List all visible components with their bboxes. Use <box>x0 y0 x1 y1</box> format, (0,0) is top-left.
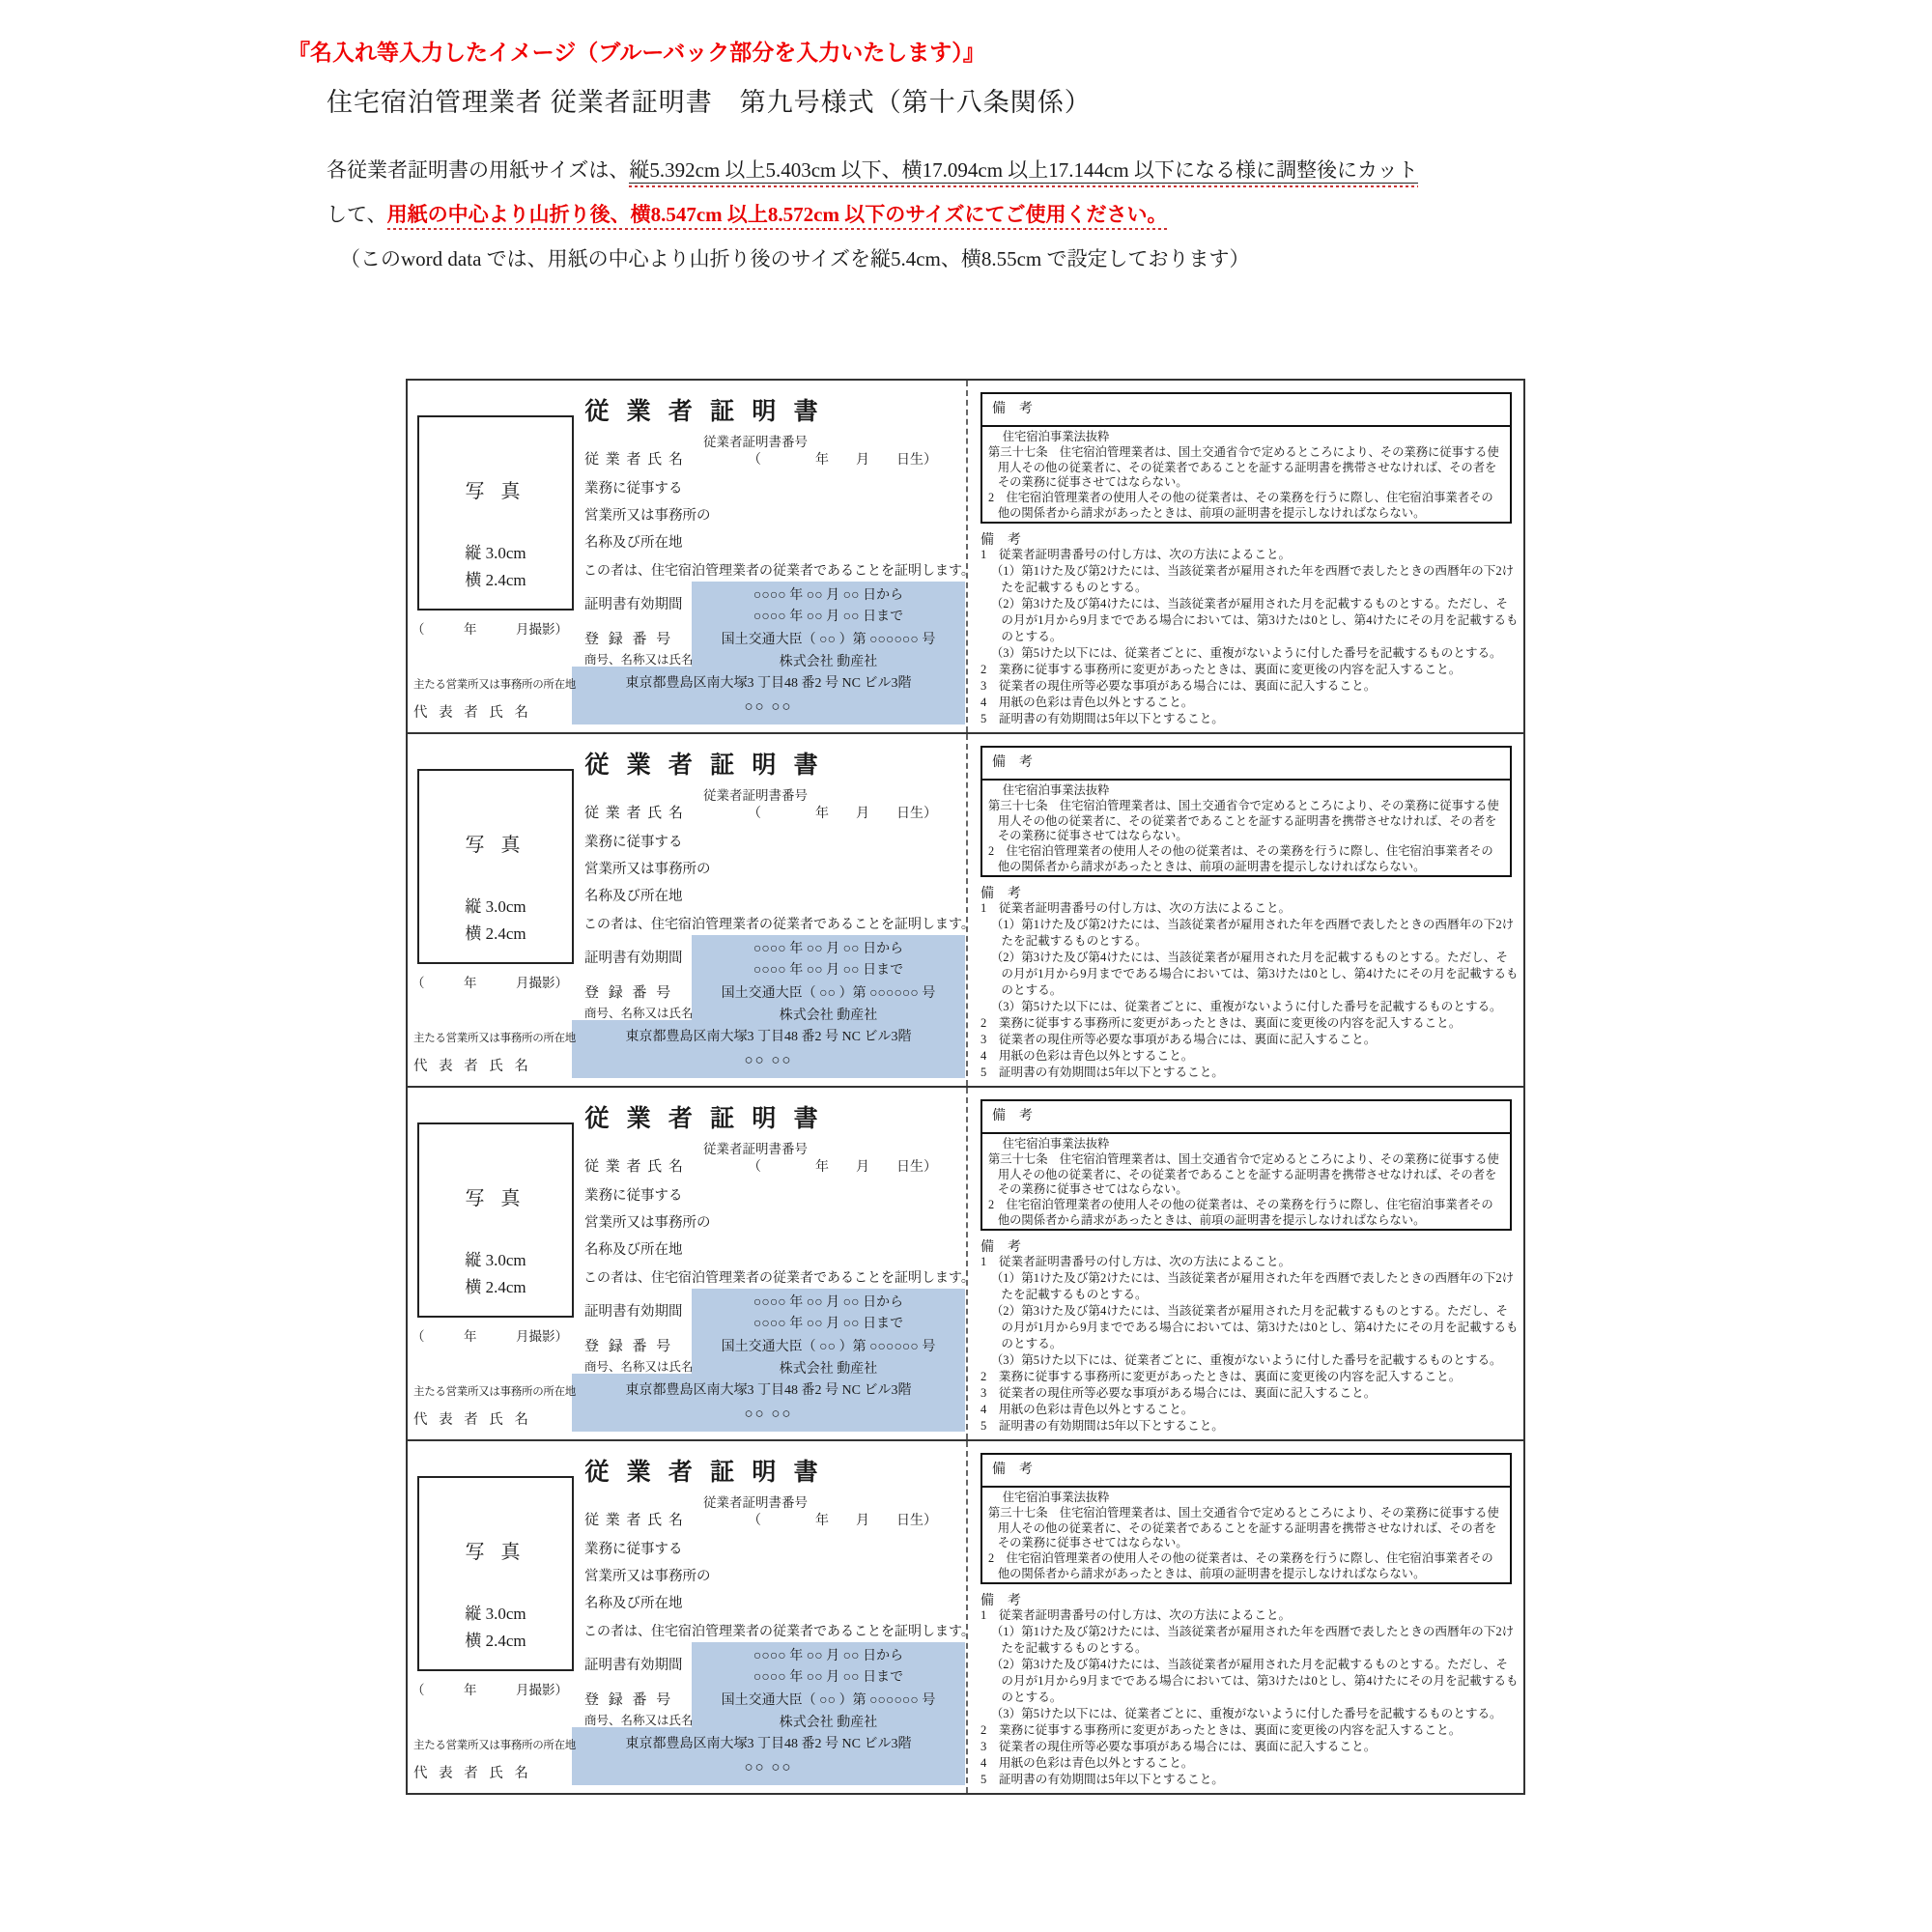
remarks-list-title: 備 考 <box>980 887 1021 901</box>
office-label-line3: 名称及び所在地 <box>584 1242 683 1258</box>
remarks-list-title: 備 考 <box>980 1594 1021 1608</box>
remarks-item: 1 従業者証明書番号の付し方は、次の方法によること。 <box>980 1255 1292 1268</box>
remarks-box-title: 備 考 <box>982 1455 1510 1488</box>
remarks-item: 1 従業者証明書番号の付し方は、次の方法によること。 <box>980 1608 1292 1622</box>
employee-name-label: 従 業 者 氏 名 <box>584 1513 684 1528</box>
size-note-line3: （このword data では、用紙の中心より山折り後のサイズを縦5.4cm、横8.55cm で設定しております） <box>340 247 1250 270</box>
registration-number-label: 登 録 番 号 <box>584 1339 671 1354</box>
remarks-list <box>980 900 1520 1081</box>
remarks-item: 2 業務に従事する事務所に変更があったときは、裏面に変更後の内容を記入すること。 <box>980 1370 1462 1383</box>
photo-placeholder-box <box>417 1476 574 1671</box>
representative-name-label: 代 表 者 氏 名 <box>413 1412 528 1428</box>
card-title: 従 業 者 証 明 書 <box>584 753 824 779</box>
photo-size-vertical: 縦 3.0cm <box>465 1251 526 1269</box>
representative-name-value: ○○ ○○ <box>744 1760 793 1776</box>
size-note-line1-prefix: 各従業者証明書の用紙サイズは、 <box>327 158 630 182</box>
card-title: 従 業 者 証 明 書 <box>584 1460 824 1486</box>
remarks-item: （2）第3けた及び第4けたには、当該従業者が雇用された月を記載するものとする。ただし、その月が1月から9月までである場合においては、第3けたは0とし、第4けたにその月を記載するものとする。 <box>990 597 1519 643</box>
office-label-line3: 名称及び所在地 <box>584 889 683 904</box>
remarks-item: （2）第3けた及び第4けたには、当該従業者が雇用された月を記載するものとする。ただし、その月が1月から9月までである場合においては、第3けたは0とし、第4けたにその月を記載するものとする。 <box>990 1658 1519 1704</box>
remarks-law-box <box>980 392 1512 524</box>
card-back-half <box>966 1088 1523 1439</box>
birth-date-label: （ 年 月 日生） <box>748 453 937 468</box>
remarks-item: 4 用紙の色彩は青色以外とすること。 <box>980 1756 1194 1770</box>
law-excerpt-title: 住宅宿泊事業法抜粋 <box>1002 783 1110 797</box>
remarks-item: 4 用紙の色彩は青色以外とすること。 <box>980 1049 1194 1063</box>
law-article-37-2: 2 住宅宿泊管理業者の使用人その他の従業者は、その業務を行うに際し、住宅宿泊事業者その他の関係者から請求があったときは、前項の証明書を提示しなければならない。 <box>988 491 1493 520</box>
photo-taken-date-label: （ 年 月撮影） <box>412 1683 568 1697</box>
law-article-37-2: 2 住宅宿泊管理業者の使用人その他の従業者は、その業務を行うに際し、住宅宿泊事業者その他の関係者から請求があったときは、前項の証明書を提示しなければならない。 <box>988 1551 1493 1580</box>
validity-to-value: ○○○○ 年 ○○ 月 ○○ 日まで <box>753 963 904 978</box>
main-office-address-value: 東京都豊島区南大塚3 丁目48 番2 号 NC ビル3階 <box>625 676 912 691</box>
representative-name-label: 代 表 者 氏 名 <box>413 1059 528 1074</box>
registration-number-value: 国土交通大臣（ ○○ ）第 ○○○○○○ 号 <box>721 986 936 1001</box>
remarks-list <box>980 1254 1520 1435</box>
remarks-box-title: 備 考 <box>982 394 1510 427</box>
validity-label: 証明書有効期間 <box>584 597 683 612</box>
birth-date-label: （ 年 月 日生） <box>748 807 937 821</box>
cert-number-label: 従業者証明書番号 <box>703 1495 808 1510</box>
certify-statement: この者は、住宅宿泊管理業者の従業者であることを証明します。 <box>583 1271 975 1286</box>
remarks-item: （3）第5けた以下には、従業者ごとに、重複がないように付した番号を記載するものとする。 <box>990 1353 1502 1367</box>
cert-number-label: 従業者証明書番号 <box>703 435 808 449</box>
representative-name-value: ○○ ○○ <box>744 1406 793 1422</box>
office-label-line3: 名称及び所在地 <box>584 1596 683 1611</box>
remarks-item: （2）第3けた及び第4けたには、当該従業者が雇用された月を記載するものとする。ただし、その月が1月から9月までである場合においては、第3けたは0とし、第4けたにその月を記載するものとする。 <box>990 1304 1519 1350</box>
remarks-item: （1）第1けた及び第2けたには、当該従業者が雇用された年を西暦で表したときの西暦年の下2けたを記載するものとする。 <box>990 1271 1515 1301</box>
certificate-card <box>408 1086 1523 1439</box>
remarks-box-body <box>982 781 1510 878</box>
main-office-address-value: 東京都豊島区南大塚3 丁目48 番2 号 NC ビル3階 <box>625 1030 912 1044</box>
validity-to-value: ○○○○ 年 ○○ 月 ○○ 日まで <box>753 610 904 624</box>
office-label-line3: 名称及び所在地 <box>584 535 683 551</box>
certify-statement: この者は、住宅宿泊管理業者の従業者であることを証明します。 <box>583 1625 975 1639</box>
certify-statement: この者は、住宅宿泊管理業者の従業者であることを証明します。 <box>583 918 975 932</box>
company-name-label: 商号、名称又は氏名 <box>584 653 694 667</box>
photo-size-horizontal: 横 2.4cm <box>465 571 526 589</box>
cert-number-label: 従業者証明書番号 <box>703 788 808 803</box>
employee-name-label: 従 業 者 氏 名 <box>584 452 684 468</box>
card-title: 従 業 者 証 明 書 <box>584 1106 824 1132</box>
remarks-list <box>980 1607 1520 1788</box>
photo-placeholder-box <box>417 769 574 964</box>
remarks-item: 5 証明書の有効期間は5年以下とすること。 <box>980 1773 1224 1786</box>
company-name-value: 株式会社 動産社 <box>779 1009 878 1023</box>
office-label-line1: 業務に従事する <box>584 481 683 497</box>
card-front-half <box>408 1441 975 1793</box>
main-office-address-value: 東京都豊島区南大塚3 丁目48 番2 号 NC ビル3階 <box>625 1383 912 1398</box>
law-article-37: 第三十七条 住宅宿泊管理業者は、国土交通省令で定めるところにより、その業務に従事する使用人その他の従業者に、その従業者であることを証する証明書を携帯させなければ、その者をその業務に従事させてはならない。 <box>988 1151 1499 1197</box>
remarks-item: 5 証明書の有効期間は5年以下とすること。 <box>980 1419 1224 1433</box>
card-back-half <box>966 1441 1523 1793</box>
representative-name-label: 代 表 者 氏 名 <box>413 705 528 721</box>
validity-label: 証明書有効期間 <box>584 1658 683 1673</box>
remarks-list-title: 備 考 <box>980 533 1021 548</box>
remarks-box-title: 備 考 <box>982 1101 1510 1134</box>
card-front-half <box>408 1088 975 1439</box>
remarks-item: 3 従業者の現住所等必要な事項がある場合には、裏面に記入すること。 <box>980 1033 1377 1046</box>
remarks-item: 2 業務に従事する事務所に変更があったときは、裏面に変更後の内容を記入すること。 <box>980 1723 1462 1737</box>
certificate-card <box>408 381 1523 732</box>
remarks-law-box <box>980 1099 1512 1231</box>
remarks-box-body <box>982 427 1510 525</box>
validity-to-value: ○○○○ 年 ○○ 月 ○○ 日まで <box>753 1670 904 1685</box>
photo-size-horizontal: 横 2.4cm <box>465 1632 526 1650</box>
law-article-37: 第三十七条 住宅宿泊管理業者は、国土交通省令で定めるところにより、その業務に従事する使用人その他の従業者に、その従業者であることを証する証明書を携帯させなければ、その者をその業務に従事させてはならない。 <box>988 798 1499 843</box>
photo-placeholder-box <box>417 415 574 611</box>
card-back-half <box>966 734 1523 1086</box>
photo-label: 写 真 <box>465 1542 526 1563</box>
validity-from-value: ○○○○ 年 ○○ 月 ○○ 日から <box>753 1649 904 1663</box>
photo-size-horizontal: 横 2.4cm <box>465 1278 526 1296</box>
photo-placeholder-box <box>417 1122 574 1318</box>
validity-from-value: ○○○○ 年 ○○ 月 ○○ 日から <box>753 1295 904 1310</box>
office-label-line2: 営業所又は事務所の <box>584 1569 711 1584</box>
card-back-half <box>966 381 1523 732</box>
office-label-line2: 営業所又は事務所の <box>584 1215 711 1231</box>
photo-size-vertical: 縦 3.0cm <box>465 1605 526 1623</box>
main-office-address-label: 主たる営業所又は事務所の所在地 <box>413 1033 576 1044</box>
registration-number-label: 登 録 番 号 <box>584 1692 671 1708</box>
certify-statement: この者は、住宅宿泊管理業者の従業者であることを証明します。 <box>583 564 975 579</box>
validity-label: 証明書有効期間 <box>584 951 683 966</box>
company-name-value: 株式会社 動産社 <box>779 655 878 669</box>
employee-name-label: 従 業 者 氏 名 <box>584 1159 684 1175</box>
photo-label: 写 真 <box>465 481 526 502</box>
remarks-item: 1 従業者証明書番号の付し方は、次の方法によること。 <box>980 901 1292 915</box>
company-name-label: 商号、名称又は氏名 <box>584 1007 694 1020</box>
representative-name-value: ○○ ○○ <box>744 699 793 715</box>
photo-taken-date-label: （ 年 月撮影） <box>412 1329 568 1344</box>
photo-taken-date-label: （ 年 月撮影） <box>412 976 568 990</box>
remarks-item: 3 従業者の現住所等必要な事項がある場合には、裏面に記入すること。 <box>980 1386 1377 1400</box>
main-office-address-label: 主たる営業所又は事務所の所在地 <box>413 679 576 691</box>
remarks-item: （1）第1けた及び第2けたには、当該従業者が雇用された年を西暦で表したときの西暦年の下2けたを記載するものとする。 <box>990 1625 1515 1655</box>
registration-number-value: 国土交通大臣（ ○○ ）第 ○○○○○○ 号 <box>721 1340 936 1354</box>
office-label-line2: 営業所又は事務所の <box>584 508 711 524</box>
photo-label: 写 真 <box>465 835 526 856</box>
employee-name-label: 従 業 者 氏 名 <box>584 806 684 821</box>
main-office-address-label: 主たる営業所又は事務所の所在地 <box>413 1740 576 1751</box>
birth-date-label: （ 年 月 日生） <box>748 1160 937 1175</box>
remarks-item: （2）第3けた及び第4けたには、当該従業者が雇用された月を記載するものとする。ただし、その月が1月から9月までである場合においては、第3けたは0とし、第4けたにその月を記載するものとする。 <box>990 951 1519 997</box>
remarks-box-body <box>982 1488 1510 1585</box>
photo-size-horizontal: 横 2.4cm <box>465 924 526 943</box>
remarks-item: （1）第1けた及び第2けたには、当該従業者が雇用された年を西暦で表したときの西暦年の下2けたを記載するものとする。 <box>990 918 1515 948</box>
size-note-line1-underlined: 縦5.392cm 以上5.403cm 以下、横17.094cm 以上17.144cm 以下になる様に調整後にカット <box>629 158 1418 182</box>
office-label-line1: 業務に従事する <box>584 1542 683 1557</box>
remarks-list <box>980 547 1520 727</box>
representative-name-value: ○○ ○○ <box>744 1053 793 1068</box>
law-article-37-2: 2 住宅宿泊管理業者の使用人その他の従業者は、その業務を行うに際し、住宅宿泊事業者その他の関係者から請求があったときは、前項の証明書を提示しなければならない。 <box>988 844 1493 873</box>
law-article-37: 第三十七条 住宅宿泊管理業者は、国土交通省令で定めるところにより、その業務に従事する使用人その他の従業者に、その従業者であることを証する証明書を携帯させなければ、その者をその業務に従事させてはならない。 <box>988 444 1499 490</box>
remarks-item: 2 業務に従事する事務所に変更があったときは、裏面に変更後の内容を記入すること。 <box>980 663 1462 676</box>
representative-name-label: 代 表 者 氏 名 <box>413 1766 528 1781</box>
photo-taken-date-label: （ 年 月撮影） <box>412 622 568 637</box>
remarks-item: （3）第5けた以下には、従業者ごとに、重複がないように付した番号を記載するものとする。 <box>990 1707 1502 1720</box>
remarks-item: 1 従業者証明書番号の付し方は、次の方法によること。 <box>980 548 1292 561</box>
certificate-card-stack <box>406 379 1525 1795</box>
remarks-item: 3 従業者の現住所等必要な事項がある場合には、裏面に記入すること。 <box>980 679 1377 693</box>
validity-from-value: ○○○○ 年 ○○ 月 ○○ 日から <box>753 588 904 603</box>
remarks-item: 4 用紙の色彩は青色以外とすること。 <box>980 696 1194 709</box>
remarks-item: （3）第5けた以下には、従業者ごとに、重複がないように付した番号を記載するものとする。 <box>990 1000 1502 1013</box>
remarks-item: （3）第5けた以下には、従業者ごとに、重複がないように付した番号を記載するものとする。 <box>990 646 1502 660</box>
law-excerpt-title: 住宅宿泊事業法抜粋 <box>1002 430 1110 443</box>
validity-label: 証明書有効期間 <box>584 1304 683 1320</box>
registration-number-label: 登 録 番 号 <box>584 632 671 647</box>
office-label-line2: 営業所又は事務所の <box>584 862 711 877</box>
document-title: 住宅宿泊管理業者 従業者証明書 第九号様式（第十八条関係） <box>327 88 1092 117</box>
remarks-box-title: 備 考 <box>982 748 1510 781</box>
law-article-37-2: 2 住宅宿泊管理業者の使用人その他の従業者は、その業務を行うに際し、住宅宿泊事業者その他の関係者から請求があったときは、前項の証明書を提示しなければならない。 <box>988 1198 1493 1227</box>
remarks-law-box <box>980 1453 1512 1584</box>
validity-from-value: ○○○○ 年 ○○ 月 ○○ 日から <box>753 942 904 956</box>
remarks-item: 5 証明書の有効期間は5年以下とすること。 <box>980 1065 1224 1079</box>
card-title: 従 業 者 証 明 書 <box>584 399 824 425</box>
office-label-line1: 業務に従事する <box>584 1188 683 1204</box>
remarks-item: 4 用紙の色彩は青色以外とすること。 <box>980 1403 1194 1416</box>
remarks-item: 2 業務に従事する事務所に変更があったときは、裏面に変更後の内容を記入すること。 <box>980 1016 1462 1030</box>
certificate-card <box>408 1439 1523 1793</box>
card-front-half <box>408 381 975 732</box>
registration-number-value: 国土交通大臣（ ○○ ）第 ○○○○○○ 号 <box>721 633 936 647</box>
main-office-address-value: 東京都豊島区南大塚3 丁目48 番2 号 NC ビル3階 <box>625 1737 912 1751</box>
certificate-card <box>408 732 1523 1086</box>
size-note-line2-prefix: して、 <box>327 203 387 226</box>
company-name-value: 株式会社 動産社 <box>779 1362 878 1377</box>
registration-number-value: 国土交通大臣（ ○○ ）第 ○○○○○○ 号 <box>721 1693 936 1708</box>
main-office-address-label: 主たる営業所又は事務所の所在地 <box>413 1386 576 1398</box>
remarks-item: 3 従業者の現住所等必要な事項がある場合には、裏面に記入すること。 <box>980 1740 1377 1753</box>
birth-date-label: （ 年 月 日生） <box>748 1514 937 1528</box>
registration-number-label: 登 録 番 号 <box>584 985 671 1001</box>
company-name-label: 商号、名称又は氏名 <box>584 1360 694 1374</box>
remarks-item: （1）第1けた及び第2けたには、当該従業者が雇用された年を西暦で表したときの西暦年の下2けたを記載するものとする。 <box>990 564 1515 594</box>
law-article-37: 第三十七条 住宅宿泊管理業者は、国土交通省令で定めるところにより、その業務に従事する使用人その他の従業者に、その従業者であることを証する証明書を携帯させなければ、その者をその業務に従事させてはならない。 <box>988 1505 1499 1550</box>
red-note-heading: 『名入れ等入力したイメージ（ブルーバック部分を入力いたします）』 <box>288 40 985 65</box>
cert-number-label: 従業者証明書番号 <box>703 1142 808 1156</box>
size-note-line2-red: 用紙の中心より山折り後、横8.547cm 以上8.572cm 以下のサイズにてご使用ください。 <box>386 203 1168 226</box>
card-front-half <box>408 734 975 1086</box>
office-label-line1: 業務に従事する <box>584 835 683 850</box>
remarks-item: 5 証明書の有効期間は5年以下とすること。 <box>980 712 1224 725</box>
company-name-value: 株式会社 動産社 <box>779 1716 878 1730</box>
law-excerpt-title: 住宅宿泊事業法抜粋 <box>1002 1137 1110 1151</box>
remarks-list-title: 備 考 <box>980 1240 1021 1255</box>
company-name-label: 商号、名称又は氏名 <box>584 1714 694 1727</box>
law-excerpt-title: 住宅宿泊事業法抜粋 <box>1002 1491 1110 1504</box>
size-note-line1 <box>327 155 1418 184</box>
size-note-line2 <box>327 199 1168 228</box>
photo-label: 写 真 <box>465 1188 526 1209</box>
validity-to-value: ○○○○ 年 ○○ 月 ○○ 日まで <box>753 1317 904 1331</box>
photo-size-vertical: 縦 3.0cm <box>465 544 526 562</box>
remarks-box-body <box>982 1134 1510 1232</box>
remarks-law-box <box>980 746 1512 877</box>
photo-size-vertical: 縦 3.0cm <box>465 897 526 916</box>
